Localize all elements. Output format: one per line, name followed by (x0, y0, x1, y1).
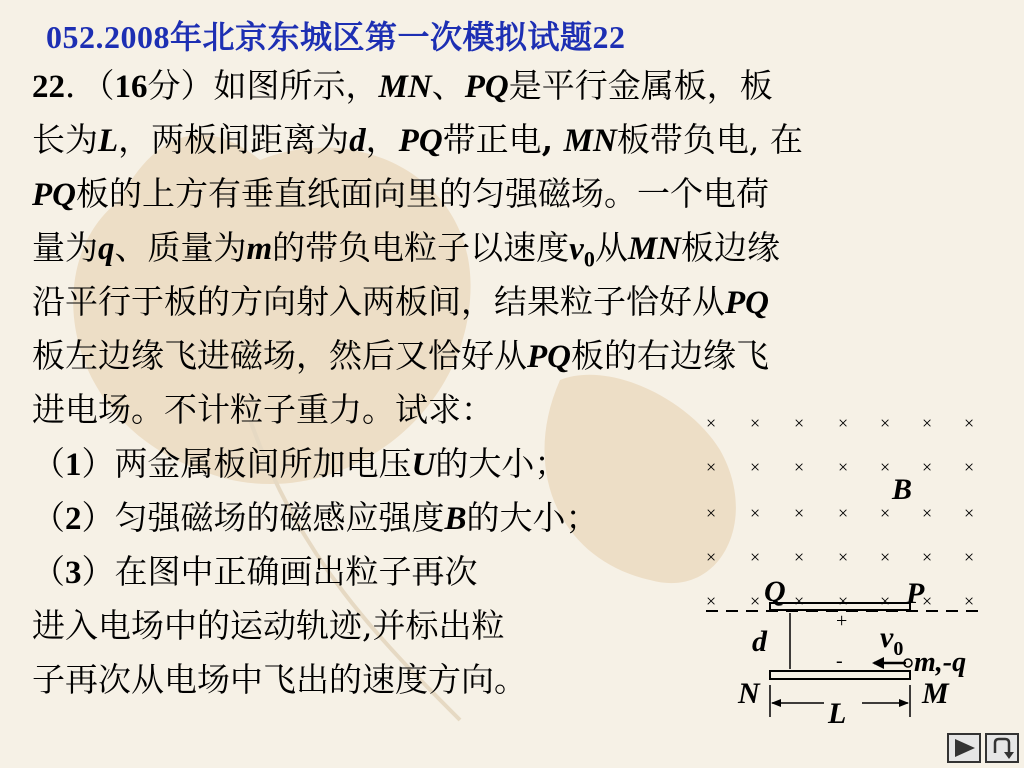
field-cross-mark: × (706, 457, 717, 477)
problem-line-1: 22．（16分）如图所示，MN、PQ是平行金属板，板 (32, 66, 773, 105)
field-cross-mark: × (706, 413, 717, 433)
play-triangle-icon (949, 735, 979, 761)
magnetic-field-crosses (706, 413, 974, 611)
minus-sign: - (836, 650, 843, 672)
field-cross-mark: × (750, 413, 761, 433)
field-cross-mark: × (964, 503, 975, 523)
field-cross-mark: × (706, 503, 717, 523)
label-q: Q (764, 575, 786, 608)
length-l-arrowhead-left (771, 699, 781, 707)
slide-title: 052.2008年北京东城区第一次模拟试题22 (46, 19, 626, 55)
label-m: M (922, 677, 949, 710)
question-3-line-2: 进入电场中的运动轨迹,并标出粒 (32, 606, 505, 645)
label-b: B (892, 473, 913, 506)
field-cross-mark: × (838, 547, 849, 567)
field-cross-mark: × (880, 457, 891, 477)
question-3-line-3: 子再次从电场中飞出的速度方向。 (32, 660, 527, 699)
field-cross-mark: × (838, 457, 849, 477)
field-cross-mark: × (922, 503, 933, 523)
field-cross-mark: × (706, 591, 717, 611)
field-cross-mark: × (880, 547, 891, 567)
field-cross-mark: × (750, 503, 761, 523)
field-cross-mark: × (794, 591, 805, 611)
field-cross-mark: × (750, 457, 761, 477)
field-cross-mark: × (964, 547, 975, 567)
next-slide-button[interactable] (947, 733, 981, 763)
field-cross-mark: × (838, 591, 849, 611)
field-cross-mark: × (964, 591, 975, 611)
field-cross-mark: × (838, 503, 849, 523)
label-v0: $v_0$ (880, 621, 904, 660)
field-cross-mark: × (794, 457, 805, 477)
field-cross-mark: × (706, 547, 717, 567)
velocity-arrowhead (872, 657, 884, 669)
plate-mn (770, 671, 910, 679)
label-p: P (906, 577, 925, 610)
label-l: L (828, 697, 847, 730)
field-cross-mark: × (750, 547, 761, 567)
field-cross-mark: × (922, 547, 933, 567)
field-cross-mark: × (794, 413, 805, 433)
question-1: （1）两金属板间所加电压U的大小； (32, 444, 568, 483)
label-n: N (738, 677, 760, 710)
field-cross-mark: × (964, 457, 975, 477)
field-cross-mark: × (964, 413, 975, 433)
field-cross-mark: × (880, 503, 891, 523)
problem-line-7: 进电场。不计粒子重力。试求： (32, 390, 494, 429)
problem-line-4: 量为q、质量为m的带负电粒子以速度$v_0$从MN板边缘 (32, 228, 781, 272)
field-cross-mark: × (880, 591, 891, 611)
problem-line-3: PQ板的上方有垂直纸面向里的匀强磁场。一个电荷 (32, 174, 769, 213)
return-button[interactable] (985, 733, 1019, 763)
plus-sign: + (836, 610, 848, 632)
question-3: （3）在图中正确画出粒子再次 (32, 552, 478, 591)
problem-line-5: 沿平行于板的方向射入两板间，结果粒子恰好从PQ (32, 282, 769, 321)
field-cross-mark: × (794, 503, 805, 523)
length-l-arrowhead-right (899, 699, 909, 707)
return-arrow-icon (987, 735, 1017, 761)
label-particle-charge: m,-q (914, 647, 967, 678)
question-2: （2）匀强磁场的磁感应强度B的大小； (32, 498, 599, 537)
field-cross-mark: × (794, 547, 805, 567)
field-cross-mark: × (838, 413, 849, 433)
field-cross-mark: × (922, 413, 933, 433)
field-cross-mark: × (750, 591, 761, 611)
label-d: d (752, 625, 767, 658)
problem-line-2: 长为L，两板间距离为d，PQ带正电, MN板带负电, 在 (32, 120, 803, 159)
problem-line-6: 板左边缘飞进磁场，然后又恰好从PQ板的右边缘飞 (32, 336, 769, 375)
field-cross-mark: × (922, 457, 933, 477)
field-cross-mark: × (922, 591, 933, 611)
field-cross-mark: × (880, 413, 891, 433)
physics-diagram (694, 405, 1024, 735)
